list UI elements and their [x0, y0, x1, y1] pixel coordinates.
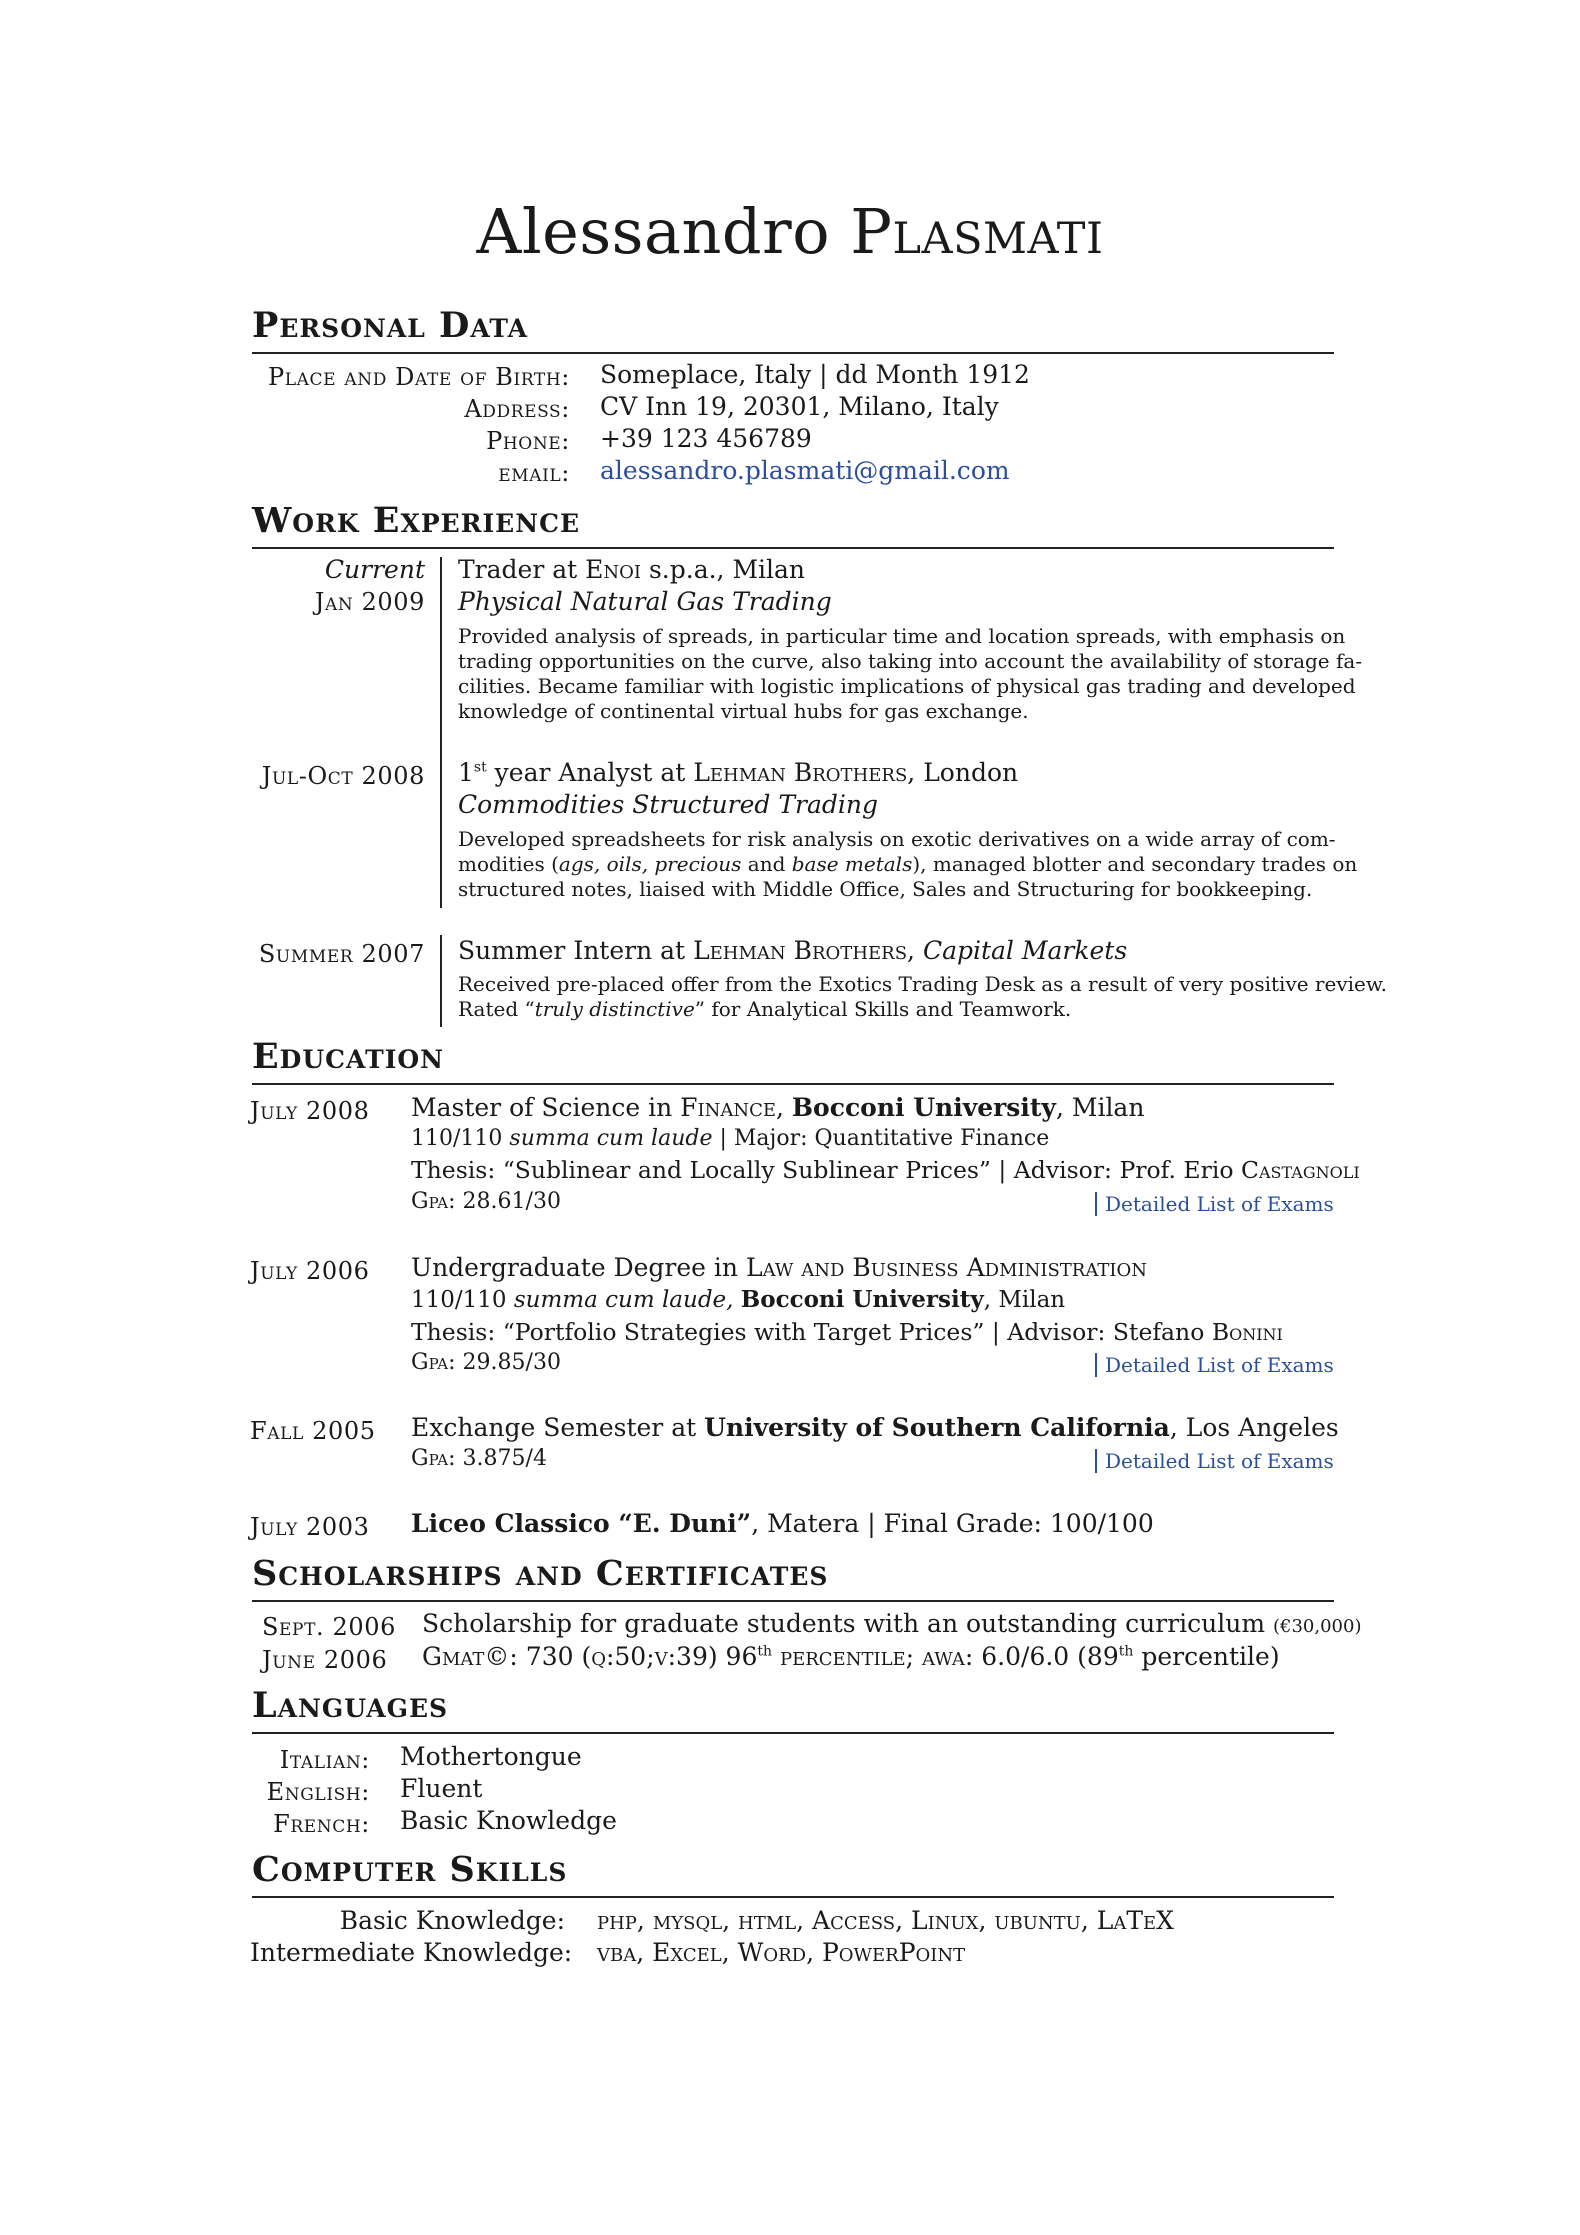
address-label: Address:	[464, 395, 570, 423]
phone-label: Phone:	[486, 427, 570, 455]
job3-line: Rated “truly distinctive” for Analytical Skills and Teamwork.	[458, 997, 1072, 1021]
job1-line: knowledge of continental virtual hubs for gas exchange.	[458, 699, 1029, 723]
edu3-line1: Exchange Semester at University of Southern California, Los Angeles	[411, 1413, 1339, 1442]
edu3-date: Fall 2005	[250, 1417, 376, 1445]
job3-title: Summer Intern at Lehman Brothers, Capital Markets	[458, 936, 1128, 965]
edu2-line2: 110/110 summa cum laude, Bocconi University, Milan	[411, 1286, 1066, 1313]
job3-line: Received pre-placed offer from the Exotics Trading Desk as a result of very positive review.	[458, 972, 1387, 996]
edu3-gpa: Gpa: 3.875/4	[411, 1446, 547, 1471]
language-label: Italian:	[279, 1746, 370, 1774]
email-link[interactable]: alessandro.plasmati@gmail.com	[600, 456, 1010, 485]
edu1-gpa: Gpa: 28.61/30	[411, 1189, 561, 1214]
job1-date-start: Jan 2009	[314, 588, 425, 616]
divider	[440, 935, 442, 1027]
section-work-experience	[252, 500, 1334, 549]
last-name: Plasmati	[850, 195, 1104, 268]
edu1-line2: 110/110 summa cum laude | Major: Quantitative Finance	[411, 1126, 1050, 1151]
detailed-exams-link[interactable]: Detailed List of Exams	[1095, 1192, 1334, 1216]
first-name: Alessandro	[476, 195, 831, 268]
edu2-date: July 2006	[250, 1257, 370, 1285]
phone-value: +39 123 456789	[600, 424, 812, 453]
job1-line: trading opportunities on the curve, also taking into account the availability of storage fa-	[458, 649, 1363, 673]
language-value: Mothertongue	[400, 1742, 582, 1771]
language-label: English:	[266, 1778, 370, 1806]
job1-line: cilities. Became familiar with logistic implications of physical gas trading and developed	[458, 674, 1356, 698]
gmat-date: June 2006	[262, 1646, 388, 1674]
job1-date-current: Current	[324, 555, 425, 584]
job3-date: Summer 2007	[258, 940, 425, 968]
section-education	[252, 1036, 1334, 1085]
job1-subtitle: Physical Natural Gas Trading	[458, 587, 832, 616]
cv-name	[0, 195, 1580, 268]
job2-line: modities (ags, oils, precious and base metals), managed blotter and secondary trades on	[458, 852, 1358, 876]
edu1-line1: Master of Science in Finance, Bocconi University, Milan	[411, 1093, 1145, 1122]
edu4-date: July 2003	[250, 1513, 370, 1541]
section-personal-data	[252, 305, 1334, 354]
birth-value: Someplace, Italy | dd Month 1912	[600, 360, 1030, 389]
birth-label: Place and Date of Birth:	[267, 363, 570, 391]
gmat-text: Gmat©: 730 (q:50;v:39) 96th percentile; awa: 6.0/6.0 (89th percentile)	[422, 1642, 1280, 1671]
job2-line: structured notes, liaised with Middle Office, Sales and Structuring for bookkeeping.	[458, 877, 1313, 901]
language-label: French:	[273, 1810, 370, 1838]
job2-line: Developed spreadsheets for risk analysis on exotic derivatives on a wide array of com-	[458, 827, 1336, 851]
address-value: CV Inn 19, 20301, Milano, Italy	[600, 392, 999, 421]
edu2-line3: Thesis: “Portfolio Strategies with Target Prices” | Advisor: Stefano Bonini	[411, 1318, 1283, 1346]
email-label: email:	[498, 459, 570, 487]
language-value: Basic Knowledge	[400, 1806, 617, 1835]
section-title: Scholarships and Certificates	[252, 1553, 1334, 1602]
edu1-date: July 2008	[250, 1097, 370, 1125]
job2-subtitle: Commodities Structured Trading	[458, 790, 878, 819]
basic-knowledge-label: Basic Knowledge:	[339, 1906, 565, 1935]
edu1-line3: Thesis: “Sublinear and Locally Sublinear Prices” | Advisor: Prof. Erio Castagnoli	[411, 1156, 1360, 1184]
scholarship-text: Scholarship for graduate students with an outstanding curriculum (€30,000)	[422, 1609, 1362, 1638]
basic-knowledge-value: php, mysql, html, Access, Linux, ubuntu, LaTeX	[597, 1906, 1174, 1935]
section-languages	[252, 1685, 1334, 1734]
edu2-gpa: Gpa: 29.85/30	[411, 1350, 561, 1375]
section-scholarships	[252, 1553, 1334, 1602]
job1-line: Provided analysis of spreads, in particular time and location spreads, with emphasis on	[458, 624, 1346, 648]
intermediate-knowledge-label: Intermediate Knowledge:	[250, 1938, 573, 1967]
job2-title: 1st year Analyst at Lehman Brothers, London	[458, 758, 1019, 787]
scholarship-date: Sept. 2006	[262, 1613, 396, 1641]
section-title: Education	[252, 1036, 1334, 1085]
job2-date: Jul-Oct 2008	[261, 762, 425, 790]
section-title: Work Experience	[252, 500, 1334, 549]
section-title: Computer Skills	[252, 1849, 1334, 1898]
section-title: Languages	[252, 1685, 1334, 1734]
intermediate-knowledge-value: vba, Excel, Word, PowerPoint	[597, 1938, 966, 1967]
divider	[440, 760, 442, 908]
section-computer-skills	[252, 1849, 1334, 1898]
edu4-line1: Liceo Classico “E. Duni”, Matera | Final Grade: 100/100	[411, 1509, 1154, 1538]
detailed-exams-link[interactable]: Detailed List of Exams	[1095, 1449, 1334, 1473]
language-value: Fluent	[400, 1774, 483, 1803]
edu2-line1: Undergraduate Degree in Law and Business Administration	[411, 1253, 1147, 1282]
divider	[440, 557, 442, 789]
detailed-exams-link[interactable]: Detailed List of Exams	[1095, 1353, 1334, 1377]
job1-title: Trader at Enoi s.p.a., Milan	[458, 555, 806, 584]
section-title: Personal Data	[252, 305, 1334, 354]
